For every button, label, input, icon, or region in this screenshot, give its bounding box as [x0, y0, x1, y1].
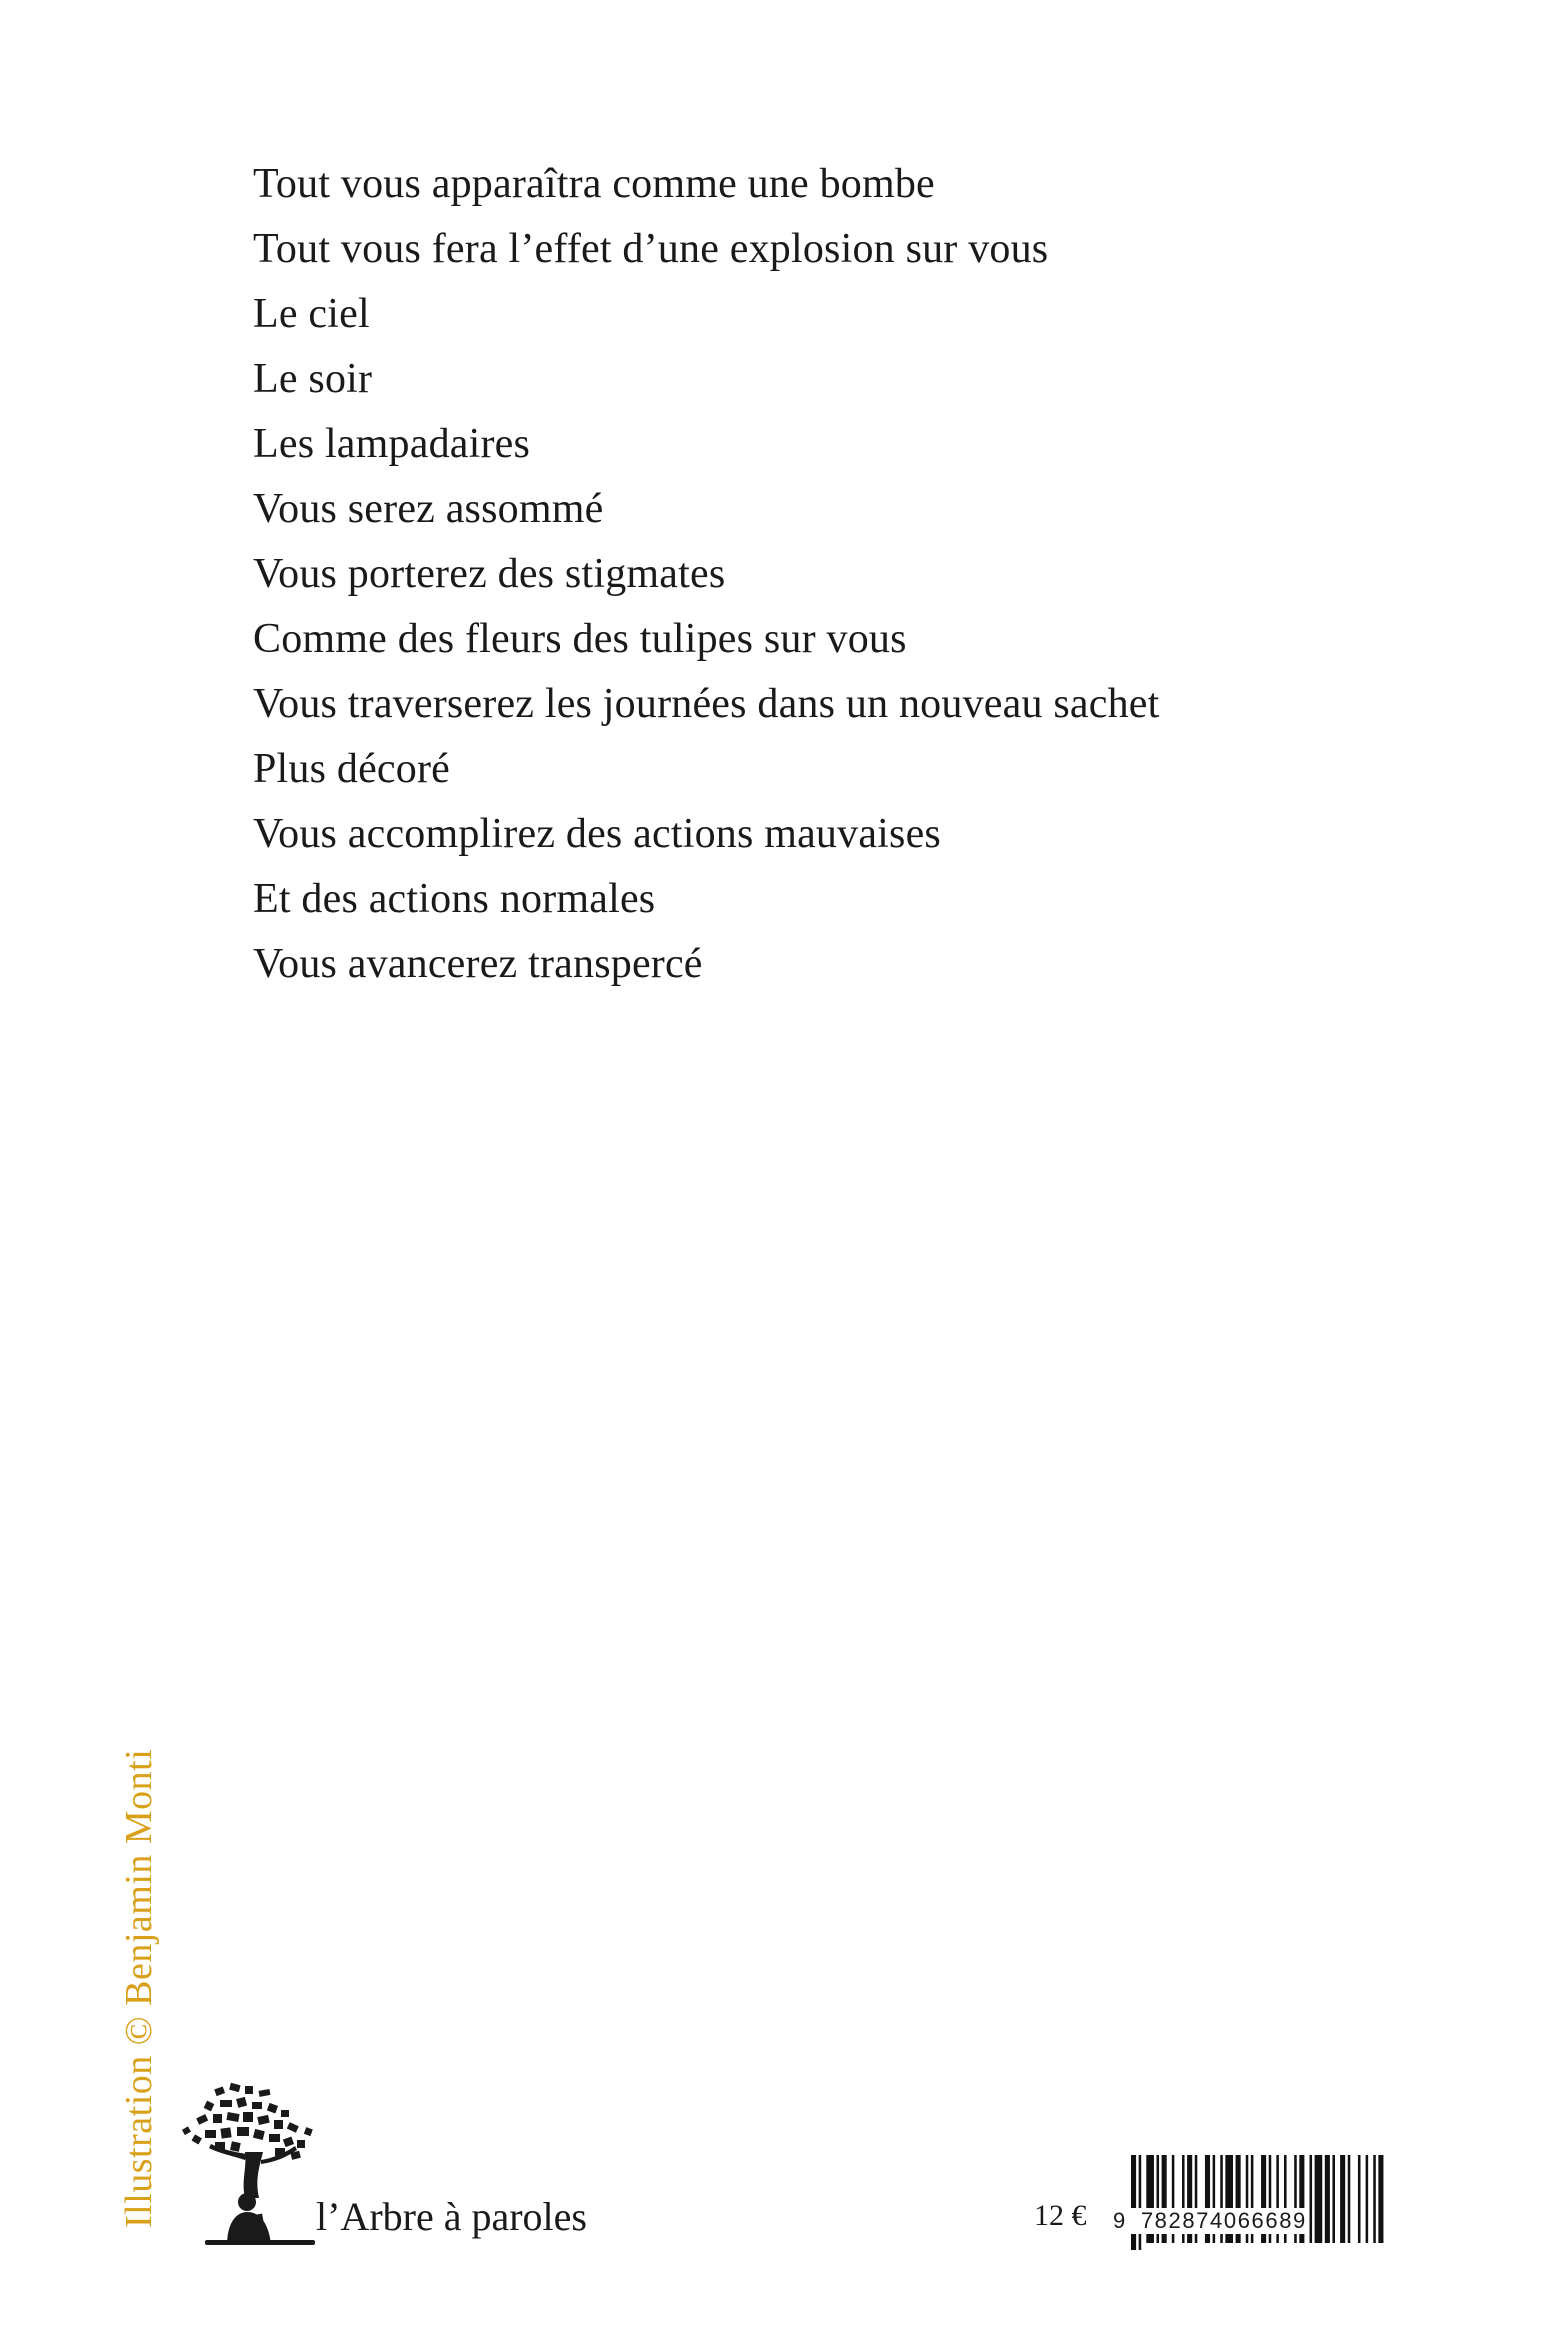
barcode-bar	[1139, 2155, 1142, 2250]
barcode-bar	[1315, 2155, 1323, 2243]
poem-line: Plus décoré	[253, 746, 450, 792]
barcode-rest-digits: 782874066689	[1140, 2208, 1307, 2233]
poem-line: Vous porterez des stigmates	[253, 551, 726, 597]
barcode	[1113, 2155, 1385, 2250]
barcode-bar	[1325, 2155, 1330, 2243]
poem-line: Comme des fleurs des tulipes sur vous	[253, 616, 907, 662]
poem-line: Le soir	[253, 356, 373, 402]
barcode-bar	[1358, 2155, 1361, 2243]
poem-line: Tout vous fera l’effet d’une explosion sur vous	[253, 226, 1049, 272]
poem-line: Le ciel	[253, 291, 370, 337]
barcode-bar	[1340, 2155, 1345, 2243]
barcode-first-digit: 9	[1113, 2208, 1127, 2233]
barcode-bar	[1332, 2155, 1335, 2243]
barcode-bar	[1348, 2155, 1351, 2243]
poem-line: Les lampadaires	[253, 421, 531, 467]
barcode-bar	[1131, 2155, 1136, 2250]
barcode-bar	[1378, 2155, 1383, 2243]
illustration-credit: Illustration © Benjamin Monti	[118, 1748, 160, 2228]
poem-line: Vous avancerez transpercé	[253, 941, 703, 987]
publisher-name: l’Arbre à paroles	[316, 2194, 587, 2239]
poem-line: Tout vous apparaîtra comme une bombe	[253, 161, 935, 207]
barcode-bar	[1366, 2155, 1369, 2243]
price-label: 12 €	[1034, 2199, 1087, 2232]
barcode-bar	[1310, 2155, 1313, 2243]
poem	[253, 152, 1160, 997]
barcode-bar	[1373, 2155, 1376, 2243]
tree-with-reader-icon	[175, 2080, 335, 2245]
poem-line: Vous traverserez les journées dans un nouveau sachet	[253, 681, 1160, 727]
barcode-digits	[1113, 2208, 1307, 2234]
poem-line: Et des actions normales	[253, 876, 656, 922]
poem-line: Vous serez assommé	[253, 486, 604, 532]
poem-line: Vous accomplirez des actions mauvaises	[253, 811, 941, 857]
